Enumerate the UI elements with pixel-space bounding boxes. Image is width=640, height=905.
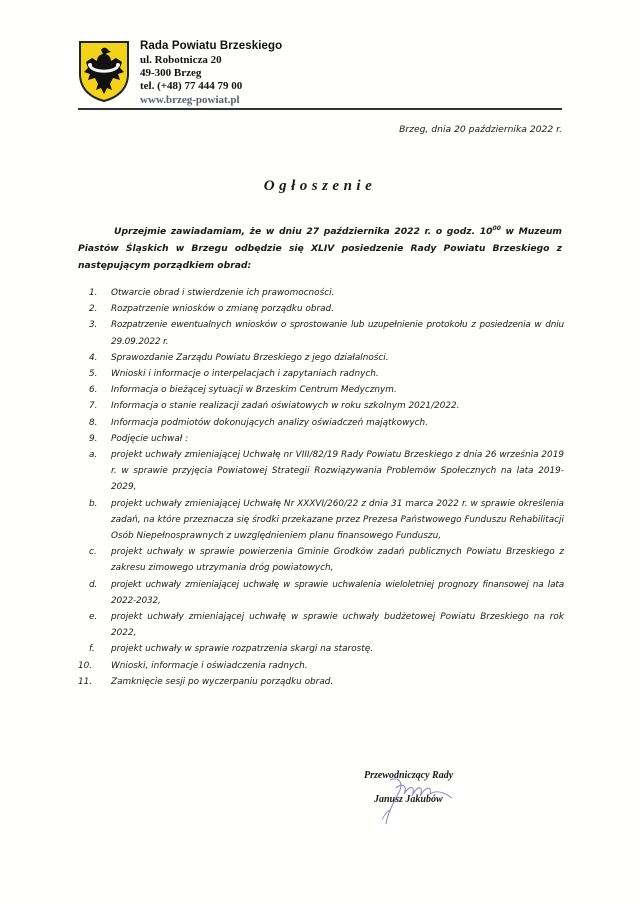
city: 49-300 Brzeg bbox=[140, 67, 202, 79]
agenda-subitem bbox=[78, 496, 564, 545]
item-text: projekt uchwały zmieniającej Uchwałę nr VIII/82/19 Rady Powiatu Brzeskiego z dnia 26 września 2019 r. w sprawie przyjęcia Powiatowej Strategii Rozwiązywania Problemów Społecznych na lata 2019-2029, bbox=[111, 450, 564, 493]
item-text: projekt uchwały w sprawie rozpatrzenia skargi na starostę. bbox=[111, 644, 374, 655]
intro-text-1: Uprzejmie zawiadamiam, że w dniu 27 października 2022 r. o godz. 10 bbox=[114, 226, 493, 238]
agenda-item bbox=[78, 658, 564, 674]
item-number: 9. bbox=[89, 433, 98, 444]
intro-paragraph bbox=[78, 220, 562, 274]
item-number: 1. bbox=[89, 288, 98, 298]
intro-text-2: w Muzeum Piastów Śląskich w Brzegu odbędzie się XLIV posiedzenie Rady Powiatu Brzeskiego z następującym porządkiem obrad: bbox=[78, 226, 562, 272]
item-number: 3. bbox=[89, 320, 98, 331]
agenda-item bbox=[78, 382, 564, 398]
item-number: 2. bbox=[89, 304, 98, 315]
letterhead-divider bbox=[78, 108, 562, 110]
item-text: Otwarcie obrad i stwierdzenie ich prawomocności. bbox=[111, 288, 335, 298]
item-number: 8. bbox=[89, 417, 98, 428]
intro-time-minutes: 00 bbox=[492, 225, 501, 232]
item-letter: f. bbox=[89, 644, 95, 655]
item-text: projekt uchwały zmieniającej Uchwałę Nr XXXVI/260/22 z dnia 31 marca 2022 r. w sprawie określenia zadań, na które przeznacza się środki przekazane przez Prezesa Państwowego Funduszu Rehabilitacji Osób Niepełnosprawnych z uwzględnieniem planu finansowego Funduszu, bbox=[111, 498, 564, 542]
agenda-subitem bbox=[78, 577, 564, 609]
item-text: projekt uchwały zmieniającej uchwałę w sprawie uchwalenia wieloletniej prognozy finansowej na lata 2022-2032, bbox=[111, 579, 564, 606]
agenda-item bbox=[78, 301, 564, 317]
item-text: Sprawozdanie Zarządu Powiatu Brzeskiego z jego działalności. bbox=[111, 352, 389, 363]
item-letter: d. bbox=[89, 579, 98, 590]
agenda-item bbox=[78, 674, 564, 690]
agenda-list bbox=[78, 285, 564, 690]
item-text: Informacja o bieżącej sytuacji w Brzeskim Centrum Medycznym. bbox=[111, 385, 397, 396]
agenda-subitem bbox=[78, 641, 564, 657]
item-number: 11. bbox=[78, 676, 93, 687]
item-letter: a. bbox=[89, 450, 98, 461]
item-text: Wnioski i informacje o interpelacjach i zapytaniach radnych. bbox=[111, 369, 379, 380]
item-text: Rozpatrzenie ewentualnych wniosków o sprostowanie lub uzupełnienie protokołu z posiedzenia w dniu 29.09.2022 r. bbox=[111, 320, 564, 347]
agenda-item bbox=[78, 415, 564, 431]
page-title: Ogłoszenie bbox=[263, 178, 377, 194]
agenda-item bbox=[78, 285, 564, 301]
item-text: projekt uchwały w sprawie powierzenia Gminie Grodków zadań publicznych Powiatu Brzeskiego z zakresu zimowego utrzymania dróg powiatowych, bbox=[111, 547, 564, 574]
agenda-subitem bbox=[78, 544, 564, 576]
agenda-item bbox=[78, 350, 564, 366]
item-number: 7. bbox=[89, 401, 98, 412]
item-text: Podjęcie uchwał : bbox=[111, 433, 189, 444]
signer-role: Przewodniczący Rady bbox=[364, 770, 454, 781]
street: ul. Robotnicza 20 bbox=[140, 54, 222, 66]
agenda-subitem bbox=[78, 609, 564, 641]
agenda-item bbox=[78, 431, 564, 447]
item-number: 5. bbox=[89, 369, 98, 380]
website-link[interactable]: www.brzeg-powiat.pl bbox=[140, 94, 240, 106]
item-letter: c. bbox=[89, 547, 97, 558]
item-text: projekt uchwały zmieniającej uchwałę w sprawie uchwały budżetowej Powiatu Brzeskiego na rok 2022, bbox=[111, 612, 564, 639]
item-text: Rozpatrzenie wniosków o zmianę porządku obrad. bbox=[111, 304, 334, 315]
coat-of-arms-eagle-icon bbox=[78, 40, 130, 102]
item-letter: b. bbox=[89, 498, 98, 509]
agenda-item bbox=[78, 398, 564, 414]
item-number: 6. bbox=[89, 385, 98, 396]
item-text: Informacja podmiotów dokonujących analizy oświadczeń majątkowych. bbox=[111, 417, 428, 428]
letterhead-address bbox=[140, 40, 282, 107]
signer-name: Janusz Jakubów bbox=[374, 794, 443, 805]
item-number: 10. bbox=[78, 660, 93, 671]
org-name: Rada Powiatu Brzeskiego bbox=[140, 40, 283, 52]
item-text: Wnioski, informacje i oświadczenia radnych. bbox=[111, 660, 308, 671]
agenda-item bbox=[78, 366, 564, 382]
item-text: Informacja o stanie realizacji zadań oświatowych w roku szkolnym 2021/2022. bbox=[111, 401, 460, 412]
agenda-subitem bbox=[78, 447, 564, 496]
item-text: Zamknięcie sesji po wyczerpaniu porządku obrad. bbox=[111, 676, 334, 687]
date-line: Brzeg, dnia 20 października 2022 r. bbox=[399, 124, 562, 135]
item-number: 4. bbox=[89, 352, 98, 363]
item-letter: e. bbox=[89, 612, 98, 623]
handwritten-signature-icon bbox=[360, 772, 470, 832]
agenda-item bbox=[78, 317, 564, 349]
phone: tel. (+48) 77 444 79 00 bbox=[140, 80, 243, 92]
